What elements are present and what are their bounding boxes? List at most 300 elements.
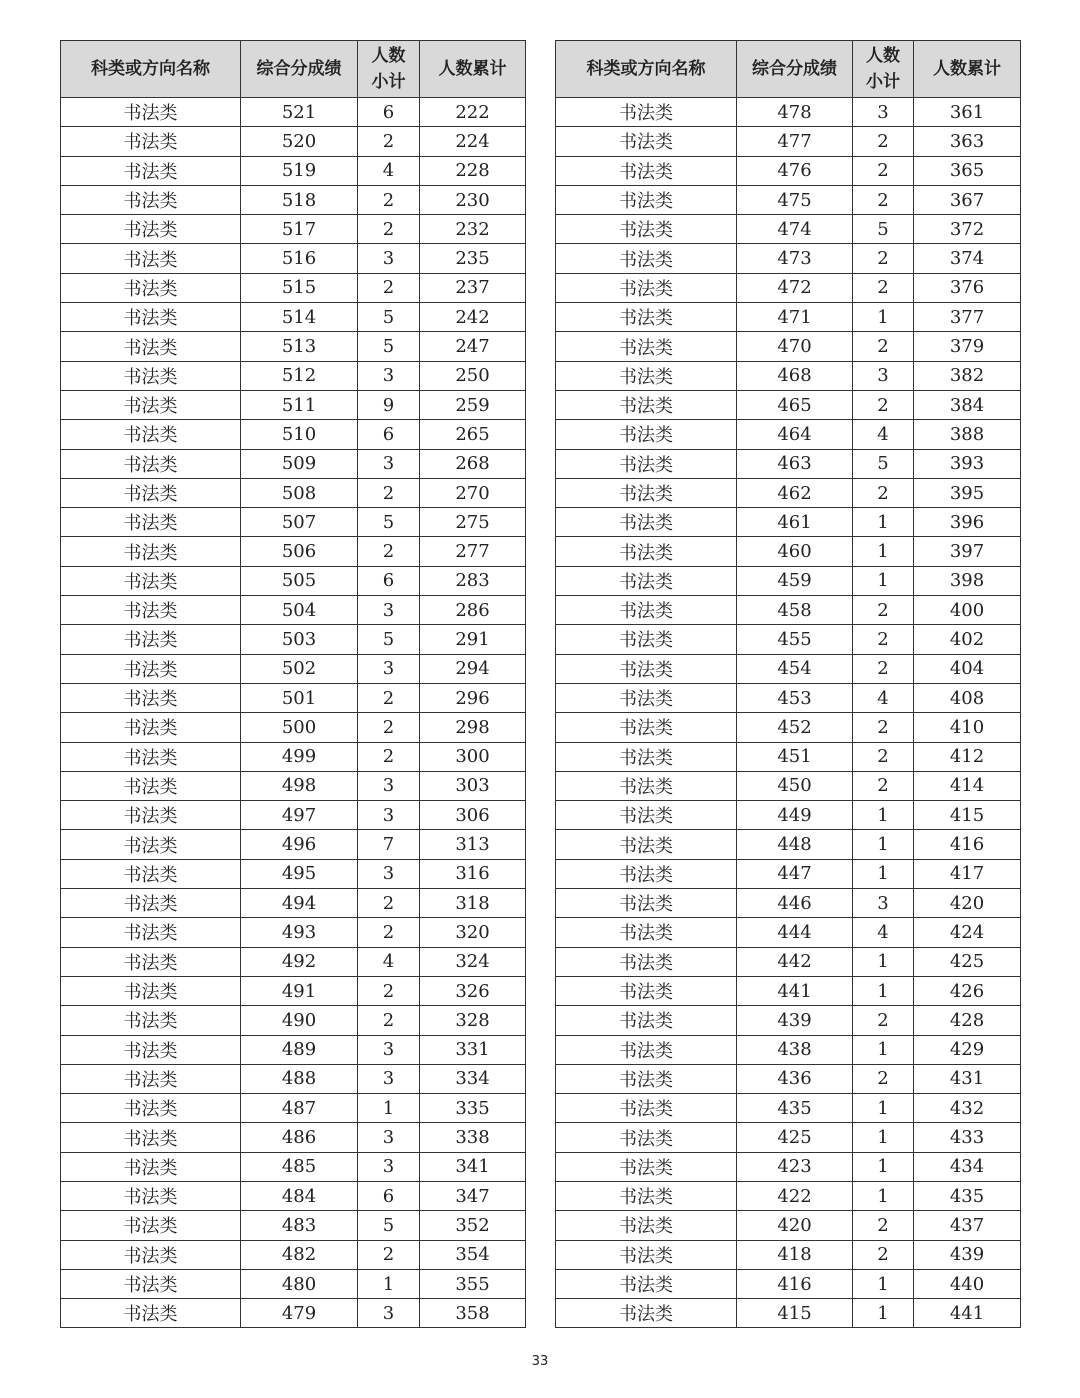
category-cell: 书法类 bbox=[556, 478, 737, 507]
count-cell: 1 bbox=[853, 976, 914, 1005]
category-cell: 书法类 bbox=[556, 361, 737, 390]
header-cumulative: 人数累计 bbox=[914, 41, 1021, 98]
cumulative-cell: 434 bbox=[914, 1152, 1021, 1181]
category-cell: 书法类 bbox=[61, 566, 241, 595]
score-table-left bbox=[60, 40, 526, 1328]
cumulative-cell: 335 bbox=[420, 1094, 526, 1123]
count-cell: 4 bbox=[853, 420, 914, 449]
table-row bbox=[61, 683, 526, 712]
cumulative-cell: 404 bbox=[914, 654, 1021, 683]
cumulative-cell: 374 bbox=[914, 244, 1021, 273]
count-cell: 4 bbox=[853, 683, 914, 712]
table-row bbox=[61, 478, 526, 507]
category-cell: 书法类 bbox=[556, 537, 737, 566]
count-cell: 1 bbox=[853, 537, 914, 566]
table-row bbox=[61, 1006, 526, 1035]
table-row bbox=[61, 889, 526, 918]
table-row bbox=[556, 273, 1021, 302]
category-cell: 书法类 bbox=[61, 1299, 241, 1328]
table-row bbox=[556, 303, 1021, 332]
count-cell: 1 bbox=[853, 508, 914, 537]
score-cell: 509 bbox=[241, 449, 358, 478]
category-cell: 书法类 bbox=[61, 508, 241, 537]
category-cell: 书法类 bbox=[556, 918, 737, 947]
score-cell: 472 bbox=[737, 273, 853, 302]
cumulative-cell: 316 bbox=[420, 859, 526, 888]
cumulative-cell: 324 bbox=[420, 947, 526, 976]
score-cell: 476 bbox=[737, 156, 853, 185]
count-cell: 3 bbox=[358, 449, 420, 478]
header-count bbox=[853, 41, 914, 98]
score-cell: 512 bbox=[241, 361, 358, 390]
score-cell: 451 bbox=[737, 742, 853, 771]
cumulative-cell: 416 bbox=[914, 830, 1021, 859]
cumulative-cell: 361 bbox=[914, 98, 1021, 127]
count-cell: 2 bbox=[853, 1211, 914, 1240]
cumulative-cell: 410 bbox=[914, 713, 1021, 742]
category-cell: 书法类 bbox=[61, 771, 241, 800]
header-score: 综合分成绩 bbox=[241, 41, 358, 98]
table-row bbox=[61, 947, 526, 976]
category-cell: 书法类 bbox=[61, 273, 241, 302]
cumulative-cell: 224 bbox=[420, 127, 526, 156]
category-cell: 书法类 bbox=[61, 420, 241, 449]
count-cell: 3 bbox=[358, 1152, 420, 1181]
cumulative-cell: 393 bbox=[914, 449, 1021, 478]
score-cell: 516 bbox=[241, 244, 358, 273]
header-row bbox=[61, 41, 526, 98]
category-cell: 书法类 bbox=[61, 801, 241, 830]
table-row bbox=[61, 830, 526, 859]
cumulative-cell: 426 bbox=[914, 976, 1021, 1005]
score-cell: 473 bbox=[737, 244, 853, 273]
score-cell: 507 bbox=[241, 508, 358, 537]
count-cell: 2 bbox=[358, 713, 420, 742]
table-row bbox=[61, 361, 526, 390]
count-cell: 1 bbox=[853, 1181, 914, 1210]
category-cell: 书法类 bbox=[61, 98, 241, 127]
cumulative-cell: 237 bbox=[420, 273, 526, 302]
cumulative-cell: 408 bbox=[914, 683, 1021, 712]
cumulative-cell: 259 bbox=[420, 390, 526, 419]
table-body-right bbox=[556, 98, 1021, 1328]
cumulative-cell: 412 bbox=[914, 742, 1021, 771]
category-cell: 书法类 bbox=[556, 976, 737, 1005]
table-row bbox=[556, 801, 1021, 830]
category-cell: 书法类 bbox=[556, 1064, 737, 1093]
score-cell: 489 bbox=[241, 1035, 358, 1064]
table-row bbox=[556, 1211, 1021, 1240]
table-row bbox=[61, 771, 526, 800]
count-cell: 6 bbox=[358, 98, 420, 127]
score-cell: 488 bbox=[241, 1064, 358, 1093]
count-cell: 2 bbox=[358, 889, 420, 918]
cumulative-cell: 268 bbox=[420, 449, 526, 478]
header-count-line2: 小计 bbox=[371, 72, 406, 92]
cumulative-cell: 294 bbox=[420, 654, 526, 683]
score-cell: 449 bbox=[737, 801, 853, 830]
count-cell: 1 bbox=[853, 830, 914, 859]
cumulative-cell: 313 bbox=[420, 830, 526, 859]
table-row bbox=[61, 1123, 526, 1152]
count-cell: 2 bbox=[853, 742, 914, 771]
table-row bbox=[556, 830, 1021, 859]
count-cell: 2 bbox=[853, 1064, 914, 1093]
score-cell: 450 bbox=[737, 771, 853, 800]
table-row bbox=[556, 361, 1021, 390]
cumulative-cell: 230 bbox=[420, 185, 526, 214]
category-cell: 书法类 bbox=[61, 713, 241, 742]
header-category: 科类或方向名称 bbox=[556, 41, 737, 98]
count-cell: 5 bbox=[358, 1211, 420, 1240]
category-cell: 书法类 bbox=[556, 596, 737, 625]
table-row bbox=[61, 1035, 526, 1064]
score-cell: 490 bbox=[241, 1006, 358, 1035]
count-cell: 1 bbox=[853, 801, 914, 830]
count-cell: 3 bbox=[358, 1299, 420, 1328]
score-cell: 447 bbox=[737, 859, 853, 888]
cumulative-cell: 420 bbox=[914, 889, 1021, 918]
table-row bbox=[61, 215, 526, 244]
category-cell: 书法类 bbox=[61, 537, 241, 566]
cumulative-cell: 326 bbox=[420, 976, 526, 1005]
count-cell: 2 bbox=[853, 273, 914, 302]
category-cell: 书法类 bbox=[61, 390, 241, 419]
count-cell: 2 bbox=[853, 1006, 914, 1035]
count-cell: 2 bbox=[358, 1006, 420, 1035]
table-row bbox=[61, 537, 526, 566]
category-cell: 书法类 bbox=[556, 1094, 737, 1123]
score-cell: 444 bbox=[737, 918, 853, 947]
category-cell: 书法类 bbox=[556, 859, 737, 888]
cumulative-cell: 365 bbox=[914, 156, 1021, 185]
score-cell: 452 bbox=[737, 713, 853, 742]
table-row bbox=[556, 654, 1021, 683]
score-cell: 470 bbox=[737, 332, 853, 361]
score-cell: 461 bbox=[737, 508, 853, 537]
cumulative-cell: 235 bbox=[420, 244, 526, 273]
cumulative-cell: 377 bbox=[914, 303, 1021, 332]
cumulative-cell: 379 bbox=[914, 332, 1021, 361]
cumulative-cell: 414 bbox=[914, 771, 1021, 800]
score-cell: 485 bbox=[241, 1152, 358, 1181]
table-row bbox=[556, 771, 1021, 800]
category-cell: 书法类 bbox=[61, 332, 241, 361]
table-row bbox=[556, 742, 1021, 771]
table-row bbox=[61, 713, 526, 742]
cumulative-cell: 417 bbox=[914, 859, 1021, 888]
category-cell: 书法类 bbox=[556, 830, 737, 859]
cumulative-cell: 367 bbox=[914, 185, 1021, 214]
category-cell: 书法类 bbox=[61, 1211, 241, 1240]
cumulative-cell: 306 bbox=[420, 801, 526, 830]
score-cell: 455 bbox=[737, 625, 853, 654]
category-cell: 书法类 bbox=[61, 1240, 241, 1269]
score-cell: 500 bbox=[241, 713, 358, 742]
category-cell: 书法类 bbox=[61, 625, 241, 654]
category-cell: 书法类 bbox=[61, 742, 241, 771]
score-cell: 495 bbox=[241, 859, 358, 888]
count-cell: 6 bbox=[358, 566, 420, 595]
cumulative-cell: 433 bbox=[914, 1123, 1021, 1152]
table-row bbox=[556, 420, 1021, 449]
score-cell: 513 bbox=[241, 332, 358, 361]
count-cell: 2 bbox=[853, 713, 914, 742]
cumulative-cell: 431 bbox=[914, 1064, 1021, 1093]
count-cell: 2 bbox=[853, 390, 914, 419]
count-cell: 2 bbox=[358, 185, 420, 214]
cumulative-cell: 400 bbox=[914, 596, 1021, 625]
count-cell: 3 bbox=[358, 361, 420, 390]
count-cell: 3 bbox=[358, 244, 420, 273]
category-cell: 书法类 bbox=[61, 976, 241, 1005]
category-cell: 书法类 bbox=[61, 1269, 241, 1298]
table-row bbox=[61, 976, 526, 1005]
count-cell: 2 bbox=[853, 244, 914, 273]
category-cell: 书法类 bbox=[556, 889, 737, 918]
cumulative-cell: 398 bbox=[914, 566, 1021, 595]
score-cell: 425 bbox=[737, 1123, 853, 1152]
count-cell: 3 bbox=[853, 361, 914, 390]
score-cell: 499 bbox=[241, 742, 358, 771]
score-cell: 494 bbox=[241, 889, 358, 918]
score-cell: 491 bbox=[241, 976, 358, 1005]
score-cell: 519 bbox=[241, 156, 358, 185]
score-cell: 510 bbox=[241, 420, 358, 449]
table-row bbox=[61, 244, 526, 273]
cumulative-cell: 283 bbox=[420, 566, 526, 595]
table-row bbox=[556, 625, 1021, 654]
cumulative-cell: 247 bbox=[420, 332, 526, 361]
count-cell: 5 bbox=[358, 508, 420, 537]
cumulative-cell: 437 bbox=[914, 1211, 1021, 1240]
category-cell: 书法类 bbox=[61, 1035, 241, 1064]
count-cell: 1 bbox=[853, 1094, 914, 1123]
table-row bbox=[61, 625, 526, 654]
count-cell: 1 bbox=[358, 1269, 420, 1298]
score-cell: 517 bbox=[241, 215, 358, 244]
table-row bbox=[556, 1152, 1021, 1181]
table-row bbox=[61, 918, 526, 947]
category-cell: 书法类 bbox=[556, 332, 737, 361]
table-row bbox=[556, 390, 1021, 419]
table-row bbox=[61, 1269, 526, 1298]
table-row bbox=[556, 1299, 1021, 1328]
table-row bbox=[556, 508, 1021, 537]
count-cell: 3 bbox=[358, 771, 420, 800]
category-cell: 书法类 bbox=[61, 859, 241, 888]
cumulative-cell: 439 bbox=[914, 1240, 1021, 1269]
category-cell: 书法类 bbox=[61, 947, 241, 976]
cumulative-cell: 318 bbox=[420, 889, 526, 918]
cumulative-cell: 291 bbox=[420, 625, 526, 654]
category-cell: 书法类 bbox=[556, 1006, 737, 1035]
count-cell: 6 bbox=[358, 420, 420, 449]
category-cell: 书法类 bbox=[61, 1064, 241, 1093]
cumulative-cell: 441 bbox=[914, 1299, 1021, 1328]
cumulative-cell: 320 bbox=[420, 918, 526, 947]
table-row bbox=[556, 566, 1021, 595]
cumulative-cell: 242 bbox=[420, 303, 526, 332]
category-cell: 书法类 bbox=[61, 361, 241, 390]
count-cell: 1 bbox=[853, 859, 914, 888]
cumulative-cell: 435 bbox=[914, 1181, 1021, 1210]
score-cell: 418 bbox=[737, 1240, 853, 1269]
cumulative-cell: 428 bbox=[914, 1006, 1021, 1035]
score-cell: 487 bbox=[241, 1094, 358, 1123]
count-cell: 6 bbox=[358, 1181, 420, 1210]
table-row bbox=[556, 1269, 1021, 1298]
cumulative-cell: 424 bbox=[914, 918, 1021, 947]
table-row bbox=[556, 1181, 1021, 1210]
table-row bbox=[556, 976, 1021, 1005]
score-cell: 439 bbox=[737, 1006, 853, 1035]
category-cell: 书法类 bbox=[556, 127, 737, 156]
score-cell: 460 bbox=[737, 537, 853, 566]
header-category: 科类或方向名称 bbox=[61, 41, 241, 98]
table-row bbox=[61, 596, 526, 625]
count-cell: 2 bbox=[358, 273, 420, 302]
count-cell: 2 bbox=[853, 332, 914, 361]
category-cell: 书法类 bbox=[556, 1181, 737, 1210]
count-cell: 2 bbox=[358, 1240, 420, 1269]
score-cell: 498 bbox=[241, 771, 358, 800]
table-row bbox=[61, 273, 526, 302]
score-cell: 482 bbox=[241, 1240, 358, 1269]
category-cell: 书法类 bbox=[556, 420, 737, 449]
cumulative-cell: 303 bbox=[420, 771, 526, 800]
table-row bbox=[556, 98, 1021, 127]
category-cell: 书法类 bbox=[556, 1152, 737, 1181]
cumulative-cell: 397 bbox=[914, 537, 1021, 566]
cumulative-cell: 382 bbox=[914, 361, 1021, 390]
table-row bbox=[556, 947, 1021, 976]
count-cell: 3 bbox=[358, 1123, 420, 1152]
score-cell: 416 bbox=[737, 1269, 853, 1298]
cumulative-cell: 250 bbox=[420, 361, 526, 390]
count-cell: 1 bbox=[358, 1094, 420, 1123]
count-cell: 2 bbox=[358, 742, 420, 771]
score-cell: 464 bbox=[737, 420, 853, 449]
table-row bbox=[61, 449, 526, 478]
count-cell: 1 bbox=[853, 947, 914, 976]
table-row bbox=[556, 1006, 1021, 1035]
cumulative-cell: 402 bbox=[914, 625, 1021, 654]
category-cell: 书法类 bbox=[556, 654, 737, 683]
table-row bbox=[556, 1094, 1021, 1123]
category-cell: 书法类 bbox=[61, 1006, 241, 1035]
table-row bbox=[61, 127, 526, 156]
score-cell: 471 bbox=[737, 303, 853, 332]
score-cell: 484 bbox=[241, 1181, 358, 1210]
score-cell: 504 bbox=[241, 596, 358, 625]
score-cell: 463 bbox=[737, 449, 853, 478]
table-row bbox=[61, 390, 526, 419]
cumulative-cell: 429 bbox=[914, 1035, 1021, 1064]
table-row bbox=[556, 918, 1021, 947]
count-cell: 3 bbox=[853, 98, 914, 127]
count-cell: 2 bbox=[358, 683, 420, 712]
table-row bbox=[556, 713, 1021, 742]
table-row bbox=[61, 801, 526, 830]
table-row bbox=[556, 683, 1021, 712]
score-cell: 496 bbox=[241, 830, 358, 859]
table-row bbox=[556, 185, 1021, 214]
score-cell: 521 bbox=[241, 98, 358, 127]
category-cell: 书法类 bbox=[556, 185, 737, 214]
table-row bbox=[61, 420, 526, 449]
category-cell: 书法类 bbox=[61, 127, 241, 156]
count-cell: 2 bbox=[358, 976, 420, 1005]
cumulative-cell: 331 bbox=[420, 1035, 526, 1064]
category-cell: 书法类 bbox=[61, 244, 241, 273]
category-cell: 书法类 bbox=[556, 156, 737, 185]
count-cell: 4 bbox=[358, 947, 420, 976]
table-row bbox=[61, 1299, 526, 1328]
score-cell: 505 bbox=[241, 566, 358, 595]
category-cell: 书法类 bbox=[556, 1240, 737, 1269]
table-row bbox=[61, 303, 526, 332]
count-cell: 1 bbox=[853, 1035, 914, 1064]
count-cell: 2 bbox=[853, 596, 914, 625]
cumulative-cell: 425 bbox=[914, 947, 1021, 976]
count-cell: 2 bbox=[853, 156, 914, 185]
score-cell: 454 bbox=[737, 654, 853, 683]
score-cell: 483 bbox=[241, 1211, 358, 1240]
table-row bbox=[556, 244, 1021, 273]
score-cell: 514 bbox=[241, 303, 358, 332]
cumulative-cell: 228 bbox=[420, 156, 526, 185]
score-cell: 479 bbox=[241, 1299, 358, 1328]
category-cell: 书法类 bbox=[61, 215, 241, 244]
score-cell: 420 bbox=[737, 1211, 853, 1240]
category-cell: 书法类 bbox=[61, 1094, 241, 1123]
table-row bbox=[556, 889, 1021, 918]
cumulative-cell: 352 bbox=[420, 1211, 526, 1240]
category-cell: 书法类 bbox=[556, 683, 737, 712]
count-cell: 2 bbox=[853, 1240, 914, 1269]
header-count-line1: 人数 bbox=[866, 46, 900, 66]
count-cell: 2 bbox=[358, 537, 420, 566]
count-cell: 3 bbox=[358, 801, 420, 830]
cumulative-cell: 384 bbox=[914, 390, 1021, 419]
table-row bbox=[61, 1181, 526, 1210]
category-cell: 书法类 bbox=[556, 713, 737, 742]
score-cell: 438 bbox=[737, 1035, 853, 1064]
score-cell: 435 bbox=[737, 1094, 853, 1123]
cumulative-cell: 358 bbox=[420, 1299, 526, 1328]
score-cell: 459 bbox=[737, 566, 853, 595]
cumulative-cell: 341 bbox=[420, 1152, 526, 1181]
table-row bbox=[556, 127, 1021, 156]
count-cell: 5 bbox=[853, 215, 914, 244]
category-cell: 书法类 bbox=[556, 508, 737, 537]
count-cell: 2 bbox=[358, 127, 420, 156]
table-row bbox=[61, 654, 526, 683]
score-table-right bbox=[555, 40, 1021, 1328]
score-cell: 458 bbox=[737, 596, 853, 625]
cumulative-cell: 334 bbox=[420, 1064, 526, 1093]
cumulative-cell: 275 bbox=[420, 508, 526, 537]
cumulative-cell: 265 bbox=[420, 420, 526, 449]
category-cell: 书法类 bbox=[61, 156, 241, 185]
count-cell: 2 bbox=[358, 215, 420, 244]
cumulative-cell: 222 bbox=[420, 98, 526, 127]
score-cell: 474 bbox=[737, 215, 853, 244]
category-cell: 书法类 bbox=[556, 801, 737, 830]
cumulative-cell: 298 bbox=[420, 713, 526, 742]
cumulative-cell: 270 bbox=[420, 478, 526, 507]
